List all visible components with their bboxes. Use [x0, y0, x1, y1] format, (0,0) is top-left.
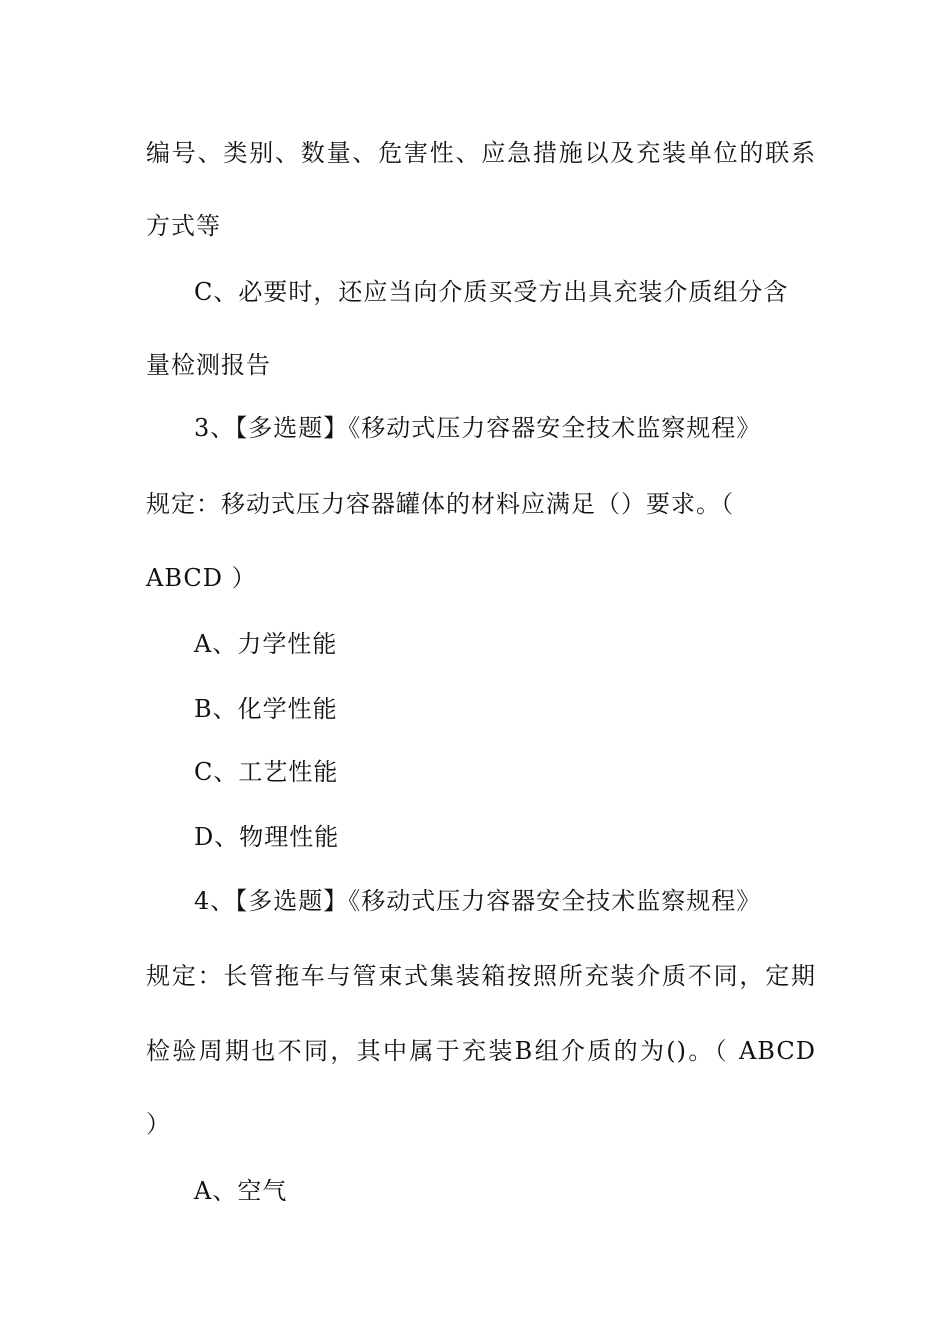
option-d: D、物理性能: [194, 823, 340, 851]
question-3-title: 3、【多选题】《移动式压力容器安全技术监察规程》: [194, 414, 762, 442]
question-3-text: 规定：移动式压力容器罐体的材料应满足（）要求。（: [146, 490, 734, 518]
question-4-title: 4、【多选题】《移动式压力容器安全技术监察规程》: [194, 887, 762, 915]
option-a: A、空气: [194, 1177, 288, 1205]
question-3-answer: ABCD ）: [146, 564, 257, 592]
text-line: 编号、类别、数量、危害性、应急措施以及充装单位的联系: [146, 139, 816, 167]
option-a: A、力学性能: [194, 630, 338, 658]
text-line: 方式等: [146, 212, 221, 240]
question-4-text: 检验周期也不同，其中属于充装B组介质的为()。（ ABCD: [146, 1037, 816, 1065]
option-c: C、工艺性能: [194, 758, 339, 786]
option-c-text: C、必要时，还应当向介质买受方出具充装介质组分含: [194, 278, 789, 306]
text-line: 量检测报告: [146, 351, 271, 379]
option-b: B、化学性能: [194, 695, 338, 723]
question-4-answer: ）: [146, 1110, 171, 1138]
question-4-text: 规定：长管拖车与管束式集装箱按照所充装介质不同，定期: [146, 962, 816, 990]
